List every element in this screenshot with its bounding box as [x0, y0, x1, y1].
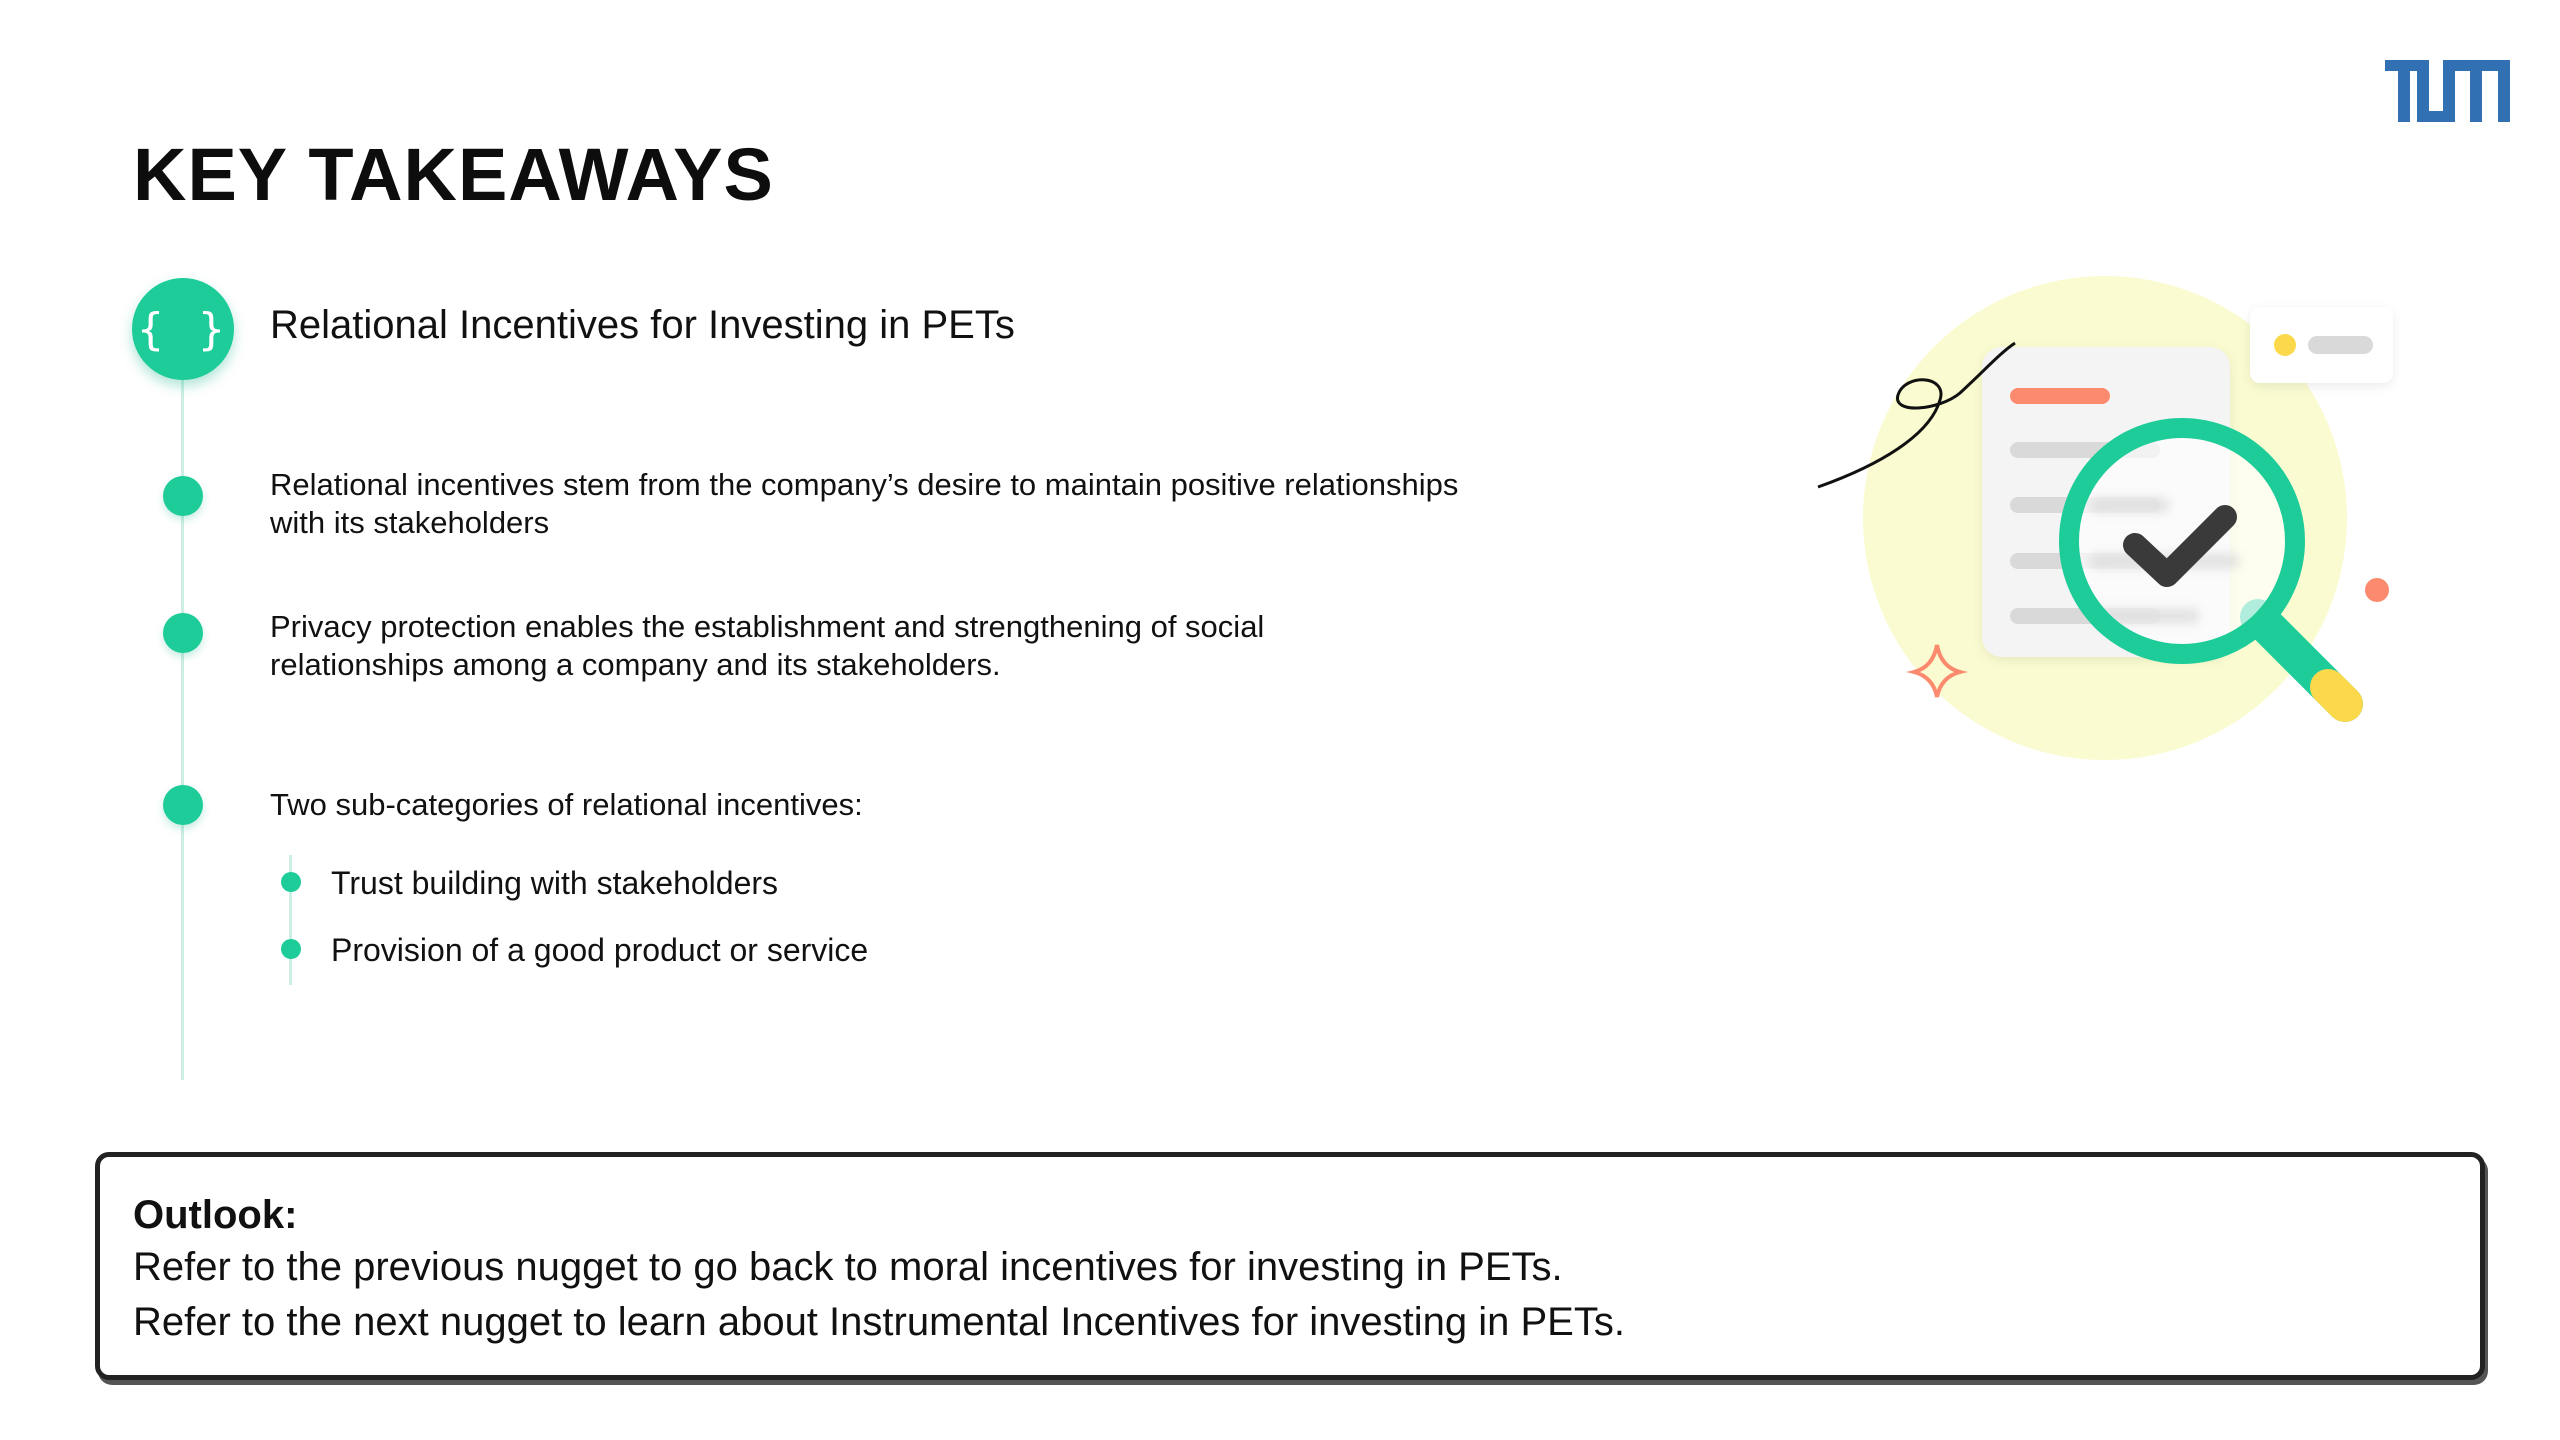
magnifier-checkmark-icon [1810, 275, 2430, 775]
icon-glyph: { } [137, 303, 229, 355]
timeline-dot [163, 476, 203, 516]
outlook-box [95, 1152, 2485, 1380]
bullet-text [270, 466, 1458, 542]
sub-timeline-dot [281, 939, 301, 959]
bullet-line: with its stakeholders [270, 505, 550, 540]
timeline-line [181, 340, 184, 1080]
bullet-text [270, 786, 863, 824]
outlook-heading: Outlook: [133, 1193, 298, 1237]
outlook-line: Refer to the previous nugget to go back to moral incentives for investing in PETs. [133, 1245, 1563, 1289]
section-title: Relational Incentives for Investing in PETs [270, 303, 1015, 347]
bullet-text [270, 608, 1264, 684]
page-title: KEY TAKEAWAYS [133, 133, 774, 216]
bullet-line: relationships among a company and its stakeholders. [270, 647, 1001, 682]
bullet-line: Privacy protection enables the establishment and strengthening of social [270, 609, 1265, 644]
tum-logo [2385, 60, 2510, 122]
outlook-line: Refer to the next nugget to learn about Instrumental Incentives for investing in PETs. [133, 1300, 1625, 1344]
curly-braces-icon [132, 278, 234, 380]
sub-timeline-dot [281, 872, 301, 892]
sub-bullet-text: Provision of a good product or service [331, 932, 869, 968]
sub-bullet-text: Trust building with stakeholders [331, 865, 779, 901]
bullet-line: Two sub-categories of relational incentives: [270, 787, 863, 822]
timeline-dot [163, 613, 203, 653]
bullet-line: Relational incentives stem from the company’s desire to maintain positive relationships [270, 467, 1459, 502]
timeline-dot [163, 785, 203, 825]
